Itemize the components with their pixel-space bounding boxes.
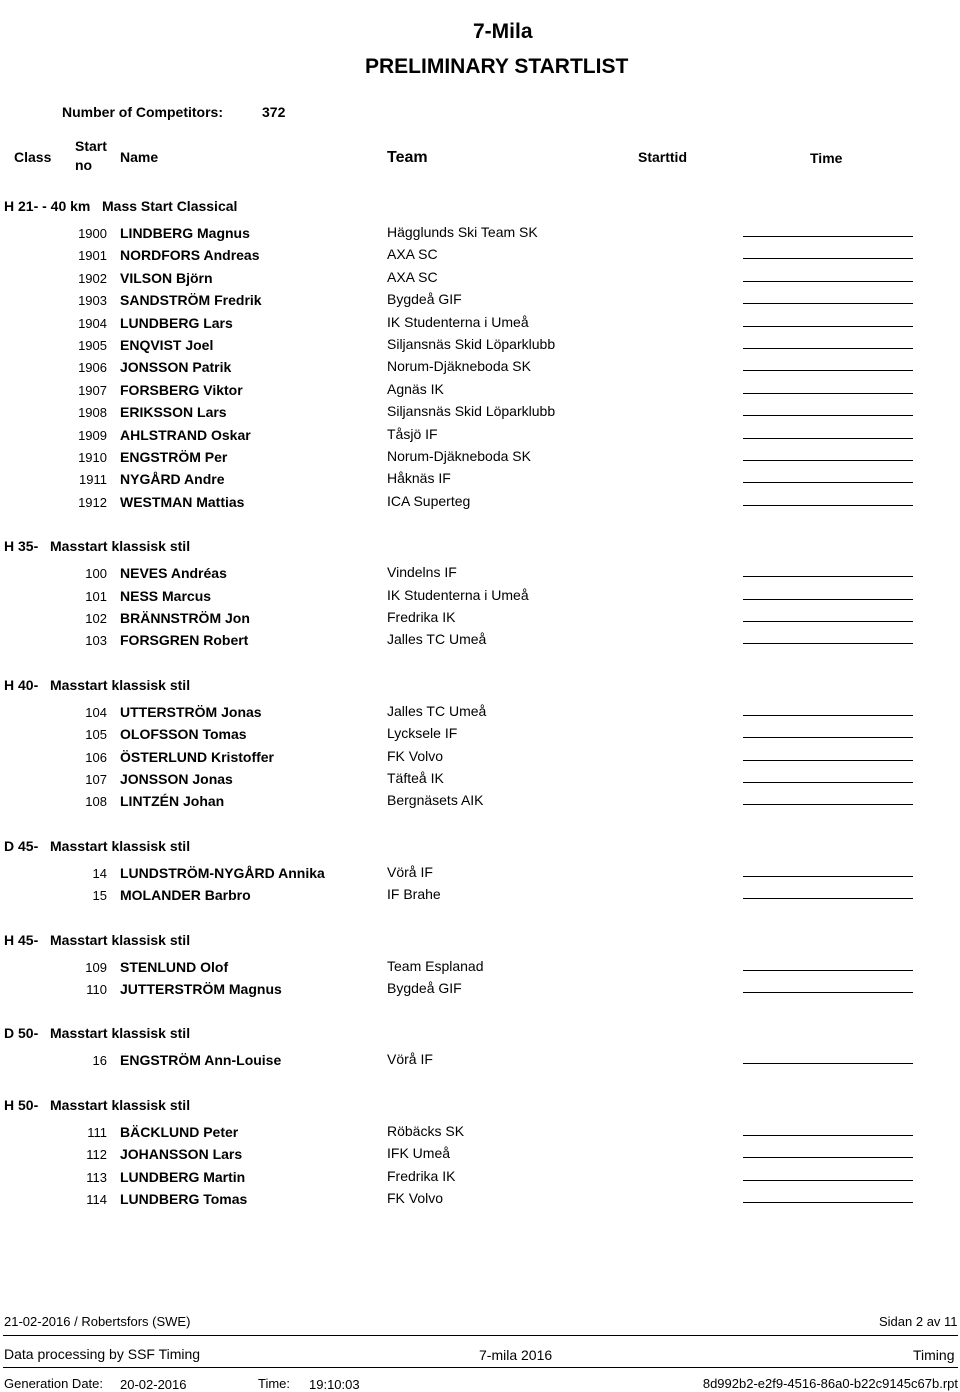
- competitor-name: ENGSTRÖM Per: [120, 449, 228, 465]
- start-number: 103: [85, 633, 107, 649]
- team-name: Norum-Djäkneboda SK: [387, 358, 531, 375]
- section-description: Masstart klassisk stil: [50, 538, 191, 555]
- time-entry-line: [743, 303, 913, 304]
- team-name: Bygdeå GIF: [387, 291, 462, 308]
- section-description: Masstart klassisk stil: [50, 676, 191, 693]
- competitors-label: Number of Competitors:: [62, 104, 223, 120]
- competitor-name: JUTTERSTRÖM Magnus: [120, 981, 282, 997]
- footer-event: 7-mila 2016: [479, 1347, 553, 1363]
- competitor-name: NEVES Andréas: [120, 565, 227, 582]
- start-number: 1909: [78, 427, 107, 443]
- footer-divider: [3, 1335, 958, 1336]
- competitor-name: ENGSTRÖM Ann-Louise: [120, 1052, 282, 1069]
- team-name: Tåsjö IF: [387, 425, 438, 442]
- col-name: Name: [120, 149, 159, 165]
- competitor-name: MOLANDER Barbro: [120, 887, 251, 904]
- competitor-name: ENQVIST Joel: [120, 337, 214, 353]
- start-number: 1907: [78, 382, 107, 398]
- competitor-name: JONSSON Jonas: [120, 771, 233, 787]
- team-name: Lycksele IF: [387, 725, 458, 742]
- team-name: AXA SC: [387, 268, 438, 285]
- team-name: Norum-Djäkneboda SK: [387, 448, 531, 464]
- time-entry-line: [743, 281, 913, 282]
- time-entry-line: [743, 1180, 913, 1181]
- start-number: 1908: [78, 405, 107, 421]
- section-description: Mass Start Classical: [102, 198, 238, 214]
- section-description: Masstart klassisk stil: [50, 1025, 191, 1042]
- team-name: Siljansnäs Skid Löparklubb: [387, 403, 556, 420]
- section-description: Masstart klassisk stil: [50, 837, 191, 854]
- competitor-name: AHLSTRAND Oskar: [120, 426, 251, 443]
- footer-date-place: 21-02-2016 / Robertsfors (SWE): [4, 1314, 191, 1329]
- team-name: Vörå IF: [387, 1051, 433, 1068]
- footer-gen-date: 20-02-2016: [120, 1377, 187, 1392]
- team-name: Bygdeå GIF: [387, 980, 462, 996]
- team-name: Hägglunds Ski Team SK: [387, 224, 538, 240]
- start-number: 107: [85, 772, 107, 787]
- team-name: IK Studenterna i Umeå: [387, 313, 529, 330]
- start-number: 112: [86, 1147, 107, 1163]
- time-entry-line: [743, 1157, 913, 1158]
- start-number: 105: [85, 727, 107, 743]
- time-entry-line: [743, 1063, 913, 1064]
- competitor-name: NYGÅRD Andre: [120, 471, 225, 488]
- start-number: 100: [85, 566, 107, 582]
- time-entry-line: [743, 715, 913, 716]
- competitor-name: VILSON Björn: [120, 269, 213, 286]
- col-starttid: Starttid: [638, 149, 687, 165]
- start-number: 1906: [78, 360, 107, 376]
- start-number: 1905: [78, 338, 107, 353]
- start-number: 1911: [79, 472, 107, 488]
- start-number: 111: [87, 1124, 107, 1140]
- col-start: Start: [75, 138, 107, 154]
- team-name: IK Studenterna i Umeå: [387, 586, 529, 603]
- time-entry-line: [743, 970, 913, 971]
- time-entry-line: [743, 643, 913, 644]
- time-entry-line: [743, 876, 913, 877]
- start-number: 102: [85, 611, 107, 626]
- section-class: H 35-: [4, 538, 39, 555]
- time-entry-line: [743, 992, 913, 993]
- time-entry-line: [743, 760, 913, 761]
- competitor-name: BRÄNNSTRÖM Jon: [120, 610, 250, 626]
- col-class: Class: [14, 149, 52, 165]
- start-number: 108: [85, 794, 107, 810]
- time-entry-line: [743, 258, 913, 259]
- time-entry-line: [743, 415, 913, 416]
- start-number: 109: [85, 959, 107, 975]
- startlist-title: PRELIMINARY STARTLIST: [365, 55, 629, 78]
- time-entry-line: [743, 236, 913, 237]
- footer-processing: Data processing by SSF Timing: [4, 1346, 201, 1362]
- time-entry-line: [743, 370, 913, 371]
- start-number: 1912: [78, 494, 107, 510]
- competitor-name: LUNDBERG Martin: [120, 1168, 246, 1185]
- time-entry-line: [743, 460, 913, 461]
- footer-divider-2: [3, 1367, 958, 1368]
- section-class: D 45-: [4, 837, 39, 854]
- start-number: 110: [86, 982, 107, 997]
- start-number: 1900: [78, 226, 107, 241]
- team-name: IFK Umeå: [387, 1145, 451, 1162]
- col-time: Time: [810, 150, 843, 166]
- time-entry-line: [743, 482, 913, 483]
- team-name: Fredrika IK: [387, 1167, 456, 1184]
- time-entry-line: [743, 438, 913, 439]
- section-class: H 50-: [4, 1096, 39, 1113]
- start-number: 14: [92, 865, 107, 881]
- team-name: FK Volvo: [387, 1190, 444, 1206]
- competitor-name: JONSSON Patrik: [120, 359, 232, 376]
- team-name: Vörå IF: [387, 863, 433, 880]
- competitor-name: NESS Marcus: [120, 587, 212, 604]
- team-name: Håknäs IF: [387, 470, 451, 487]
- team-name: Bergnäsets AIK: [387, 792, 484, 809]
- section-description: Masstart klassisk stil: [50, 931, 191, 948]
- footer-page: Sidan 2 av 11: [879, 1314, 958, 1329]
- competitor-name: WESTMAN Mattias: [120, 493, 245, 510]
- competitor-name: SANDSTRÖM Fredrik: [120, 292, 262, 309]
- competitor-name: LUNDBERG Tomas: [120, 1191, 248, 1207]
- start-number: 1901: [78, 248, 107, 264]
- team-name: Team Esplanad: [387, 957, 484, 974]
- footer-timing: Timing: [913, 1347, 955, 1363]
- time-entry-line: [743, 1202, 913, 1203]
- competitor-name: UTTERSTRÖM Jonas: [120, 703, 262, 720]
- event-title: 7-Mila: [473, 20, 533, 43]
- start-number: 15: [92, 888, 107, 904]
- team-name: Jalles TC Umeå: [387, 631, 487, 648]
- time-entry-line: [743, 804, 913, 805]
- team-name: Röbäcks SK: [387, 1122, 465, 1139]
- section-class: H 40-: [4, 676, 39, 693]
- time-entry-line: [743, 737, 913, 738]
- competitor-name: FORSGREN Robert: [120, 632, 249, 649]
- competitor-name: STENLUND Olof: [120, 958, 229, 975]
- time-entry-line: [743, 782, 913, 783]
- team-name: ICA Superteg: [387, 492, 471, 509]
- col-team: Team: [387, 149, 428, 166]
- col-no: no: [75, 157, 93, 173]
- start-number: 1904: [78, 315, 107, 331]
- competitor-name: FORSBERG Viktor: [120, 381, 243, 398]
- team-name: Agnäs IK: [387, 380, 444, 397]
- team-name: Siljansnäs Skid Löparklubb: [387, 336, 556, 352]
- section-description: Masstart klassisk stil: [50, 1096, 191, 1113]
- team-name: AXA SC: [387, 246, 438, 263]
- team-name: Fredrika IK: [387, 609, 456, 625]
- team-name: FK Volvo: [387, 747, 444, 764]
- competitor-name: OLOFSSON Tomas: [120, 726, 247, 743]
- start-number: 1902: [78, 270, 107, 286]
- competitor-name: NORDFORS Andreas: [120, 247, 260, 264]
- start-number: 114: [86, 1192, 107, 1207]
- start-number: 113: [86, 1169, 107, 1185]
- footer-time-label: Time:: [258, 1376, 291, 1391]
- time-entry-line: [743, 505, 913, 506]
- time-entry-line: [743, 326, 913, 327]
- section-class: D 50-: [4, 1025, 39, 1042]
- team-name: Täfteå IK: [387, 770, 444, 786]
- section-class: H 45-: [4, 931, 39, 948]
- team-name: IF Brahe: [387, 886, 441, 903]
- competitor-name: BÄCKLUND Peter: [120, 1123, 239, 1140]
- footer-report-file: 8d992b2-e2f9-4516-86a0-b22c9145c67b.rpt: [702, 1376, 958, 1391]
- section-class: H 21- - 40 km: [4, 198, 91, 214]
- competitor-name: LUNDSTRÖM-NYGÅRD Annika: [120, 864, 325, 881]
- team-name: Jalles TC Umeå: [387, 702, 487, 719]
- time-entry-line: [743, 621, 913, 622]
- start-number: 1910: [78, 450, 107, 465]
- start-number: 106: [85, 749, 107, 765]
- competitor-name: LINDBERG Magnus: [120, 225, 250, 241]
- start-number: 101: [85, 588, 107, 604]
- time-entry-line: [743, 599, 913, 600]
- footer-gen-date-label: Generation Date:: [4, 1376, 104, 1391]
- team-name: Vindelns IF: [387, 564, 457, 581]
- start-number: 16: [92, 1053, 107, 1069]
- footer-time-value: 19:10:03: [309, 1377, 360, 1392]
- time-entry-line: [743, 576, 913, 577]
- competitor-name: ERIKSSON Lars: [120, 404, 227, 421]
- start-number: 1903: [78, 293, 107, 309]
- competitor-name: LUNDBERG Lars: [120, 314, 233, 331]
- time-entry-line: [743, 898, 913, 899]
- competitor-name: ÖSTERLUND Kristoffer: [120, 748, 275, 765]
- time-entry-line: [743, 348, 913, 349]
- start-number: 104: [85, 704, 107, 720]
- time-entry-line: [743, 393, 913, 394]
- time-entry-line: [743, 1135, 913, 1136]
- competitor-name: JOHANSSON Lars: [120, 1146, 243, 1163]
- competitor-name: LINTZÉN Johan: [120, 793, 225, 810]
- competitors-count: 372: [262, 104, 286, 120]
